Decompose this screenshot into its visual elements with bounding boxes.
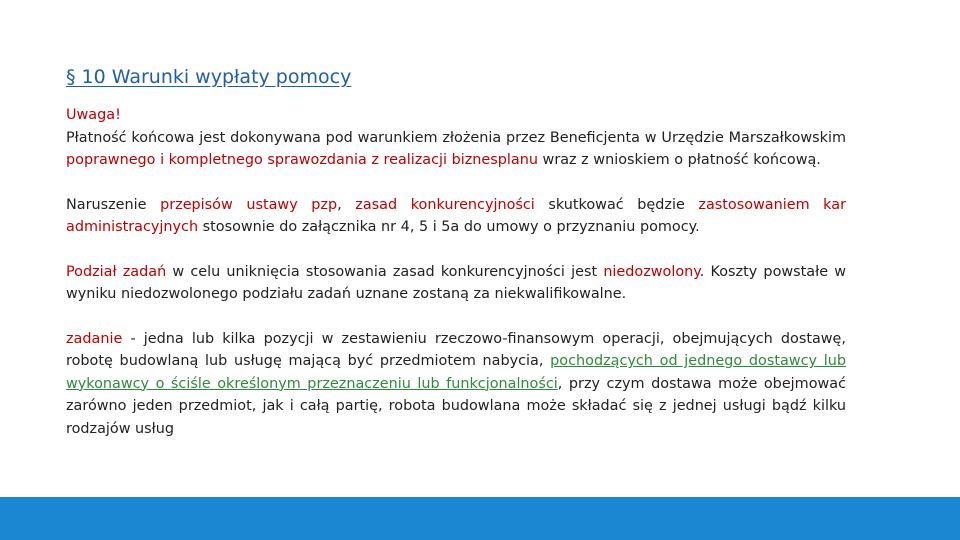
division-emphasis-title: Podział zadań [66,263,167,280]
definition-text-2: , przy czym dostawa może obejmować zarówno jeden przedmiot, jak i całą partię, robota budowlana może składać się z jednej usługi bądź kilku rodzajów usług [66,375,846,437]
division-text-1: w celu uniknięcia stosowania zasad konkurencyjności jest [166,263,604,280]
slide-content [66,104,846,440]
division-emphasis-forbidden: niedozwolony [603,263,700,280]
division-paragraph [66,261,846,306]
division-text-2: . Koszty powstałe w wyniku niedozwolonego podziału zadań uznane zostaną za niekwalifikowalne. [66,263,846,302]
note-paragraph [66,104,846,172]
violation-text-2: , [337,196,356,213]
footer-bar [0,497,960,540]
note-emphasis: poprawnego i kompletnego sprawozdania z realizacji biznesplanu [66,152,538,168]
violation-emphasis-pzp: przepisów ustawy pzp [160,196,338,213]
definition-paragraph [66,328,846,441]
violation-emphasis-penalties: zastosowaniem kar administracyjnych [66,196,846,235]
note-heading: Uwaga! [66,107,121,123]
note-text-1: Płatność końcowa jest dokonywana pod warunkiem złożenia przez Beneficjenta w Urzędzie Marszałkowskim [66,129,846,146]
violation-text-1: Naruszenie [66,196,161,213]
violation-paragraph [66,194,846,239]
definition-term: zadanie [66,330,123,347]
violation-emphasis-competition: zasad konkurencyjności [355,196,535,213]
slide-title: § 10 Warunki wypłaty pomocy [66,66,352,88]
violation-text-3: skutkować będzie [534,196,699,213]
note-text-2: wraz z wnioskiem o płatność końcową. [537,152,821,168]
definition-emphasis-origin: pochodzących od jednego dostawcy lub wykonawcy o ściśle określonym przeznaczeniu lub funkcjonalności [66,353,846,392]
definition-text-1: - jedna lub kilka pozycji w zestawieniu rzeczowo-finansowym operacji, obejmujących dostawę, robotę budowlaną lub usługę mającą być przedmiotem nabycia, [66,330,846,369]
violation-text-4: stosownie do załącznika nr 4, 5 i 5a do umowy o przyznaniu pomocy. [198,219,700,235]
